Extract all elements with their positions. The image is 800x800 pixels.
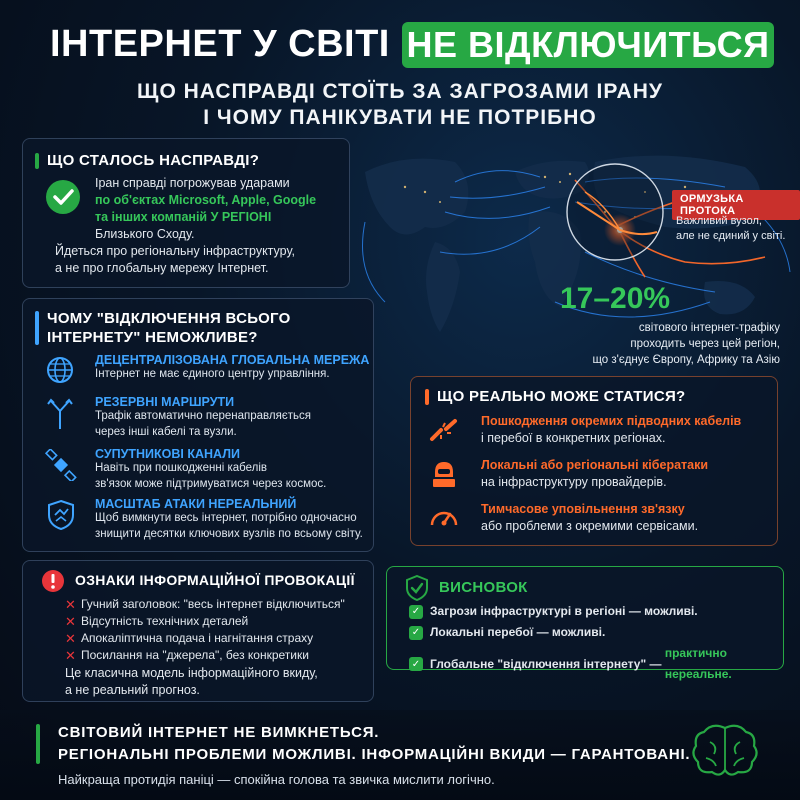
check-icon: ✓ — [409, 605, 423, 619]
title-badge: НЕ ВІДКЛЮЧИТЬСЯ — [402, 22, 774, 68]
traffic-stat-text: світового інтернет-трафіку проходить через цей регіон, що з'єднує Європу, Африку та Азію — [592, 322, 780, 366]
globe-icon — [45, 355, 75, 385]
satellite-icon — [45, 449, 77, 481]
section-bar — [425, 389, 429, 405]
footer — [0, 710, 800, 800]
provocation-list — [65, 596, 370, 664]
cross-icon: ✕ — [65, 631, 76, 646]
section-bar — [35, 311, 39, 345]
shield-check-icon — [405, 575, 429, 601]
footer-line-2: РЕГІОНАЛЬНІ ПРОБЛЕМИ МОЖЛИВІ. ІНФОРМАЦІЙНІ ВКИДИ — ГАРАНТОВАНІ. — [58, 746, 691, 763]
list-item: ✓ Локальні перебої — можливі. — [409, 622, 779, 643]
provocation-title: ОЗНАКИ ІНФОРМАЦІЙНОЇ ПРОВОКАЦІЇ — [75, 572, 355, 588]
may-item-3: Тимчасове уповільнення зв'язку або проблеми з окремими сервісами. — [481, 502, 699, 533]
check-icon: ✓ — [409, 626, 423, 640]
check-icon: ✓ — [409, 657, 423, 671]
cable-damage-icon — [429, 417, 459, 447]
routes-icon — [45, 397, 75, 431]
list-item: ✕ Відсутність технічних деталей — [65, 614, 249, 629]
provocation-panel — [22, 560, 374, 702]
list-item: ✓ Глобальне "відключення інтернету" — практично нереальне. — [409, 643, 779, 685]
cross-icon: ✕ — [65, 597, 76, 612]
why-impossible-panel — [22, 298, 374, 552]
may-item-2: Локальні або регіональні кібератаки на інфраструктуру провайдерів. — [481, 458, 709, 489]
what-happened-text: Іран справді погрожував ударами по об'єктах Microsoft, Apple, Google та інших компаній У РЕГІОНІ Близького Сходу. — [95, 176, 317, 241]
hacker-icon — [429, 459, 459, 489]
why-item-3: СУПУТНИКОВІ КАНАЛИ Навіть при пошкодженні кабелів зв'язок може підтримуватися через космос. — [95, 447, 327, 490]
shield-icon — [47, 499, 75, 531]
subtitle-line-2: І ЧОМУ ПАНІКУВАТИ НЕ ПОТРІБНО — [203, 106, 597, 129]
why-item-2: РЕЗЕРВНІ МАРШРУТИ Трафік автоматично перенаправляється через інші кабелі та вузли. — [95, 395, 311, 438]
check-circle-icon — [45, 179, 81, 215]
provocation-note: Це класична модель інформаційного вкиду, а не реальний прогноз. — [65, 666, 318, 697]
why-impossible-title: ЧОМУ "ВІДКЛЮЧЕННЯ ВСЬОГО ІНТЕРНЕТУ" НЕМОЖЛИВЕ? — [47, 310, 291, 346]
list-item: ✕ Гучний заголовок: "весь інтернет відключиться" — [65, 597, 345, 612]
footer-line-3: Найкраща протидія паніці — спокійна голова та звичка мислити логічно. — [58, 772, 495, 787]
conclusion-list — [409, 601, 779, 685]
brain-icon — [690, 720, 760, 780]
what-happened-title: ЩО СТАЛОСЬ НАСПРАВДІ? — [47, 152, 260, 169]
list-item: ✓ Загрози інфраструктурі в регіоні — можливі. — [409, 601, 779, 622]
traffic-stat-value: 17–20% — [560, 282, 671, 315]
conclusion-title: ВИСНОВОК — [439, 579, 528, 596]
speedometer-icon — [429, 503, 459, 529]
cross-icon: ✕ — [65, 648, 76, 663]
alert-icon — [41, 569, 65, 593]
hormuz-note: Важливий вузол, але не єдиний у світі. — [676, 215, 786, 242]
list-item: ✕ Апокаліптична подача і нагнітання страху — [65, 631, 314, 646]
page-title: ІНТЕРНЕТ У СВІТІ — [50, 23, 390, 65]
what-happened-note: Йдеться про регіональну інфраструктуру, а не про глобальну мережу Інтернет. — [55, 244, 295, 275]
cross-icon: ✕ — [65, 614, 76, 629]
conclusion-panel — [386, 566, 784, 681]
section-bar — [36, 724, 40, 764]
why-item-4: МАСШТАБ АТАКИ НЕРЕАЛЬНИЙ Щоб вимкнути весь інтернет, потрібно одночасно знищити десятки ключових вузлів по всьому світу. — [95, 497, 363, 540]
may-happen-panel — [410, 376, 778, 546]
hormuz-label: ОРМУЗЬКА ПРОТОКА — [672, 190, 800, 220]
may-happen-title: ЩО РЕАЛЬНО МОЖЕ СТАТИСЯ? — [437, 388, 686, 405]
section-bar — [35, 153, 39, 169]
subtitle-line-1: ЩО НАСПРАВДІ СТОЇТЬ ЗА ЗАГРОЗАМИ ІРАНУ — [137, 80, 663, 103]
footer-line-1: СВІТОВИЙ ІНТЕРНЕТ НЕ ВИМКНЕТЬСЯ. — [58, 724, 380, 741]
may-item-1: Пошкодження окремих підводних кабелів і перебої в конкретних регіонах. — [481, 414, 742, 445]
list-item: ✕ Посилання на "джерела", без конкретики — [65, 648, 309, 663]
why-item-1: ДЕЦЕНТРАЛІЗОВАНА ГЛОБАЛЬНА МЕРЕЖА Інтернет не має єдиного центру управління. — [95, 353, 370, 380]
what-happened-panel — [22, 138, 350, 288]
